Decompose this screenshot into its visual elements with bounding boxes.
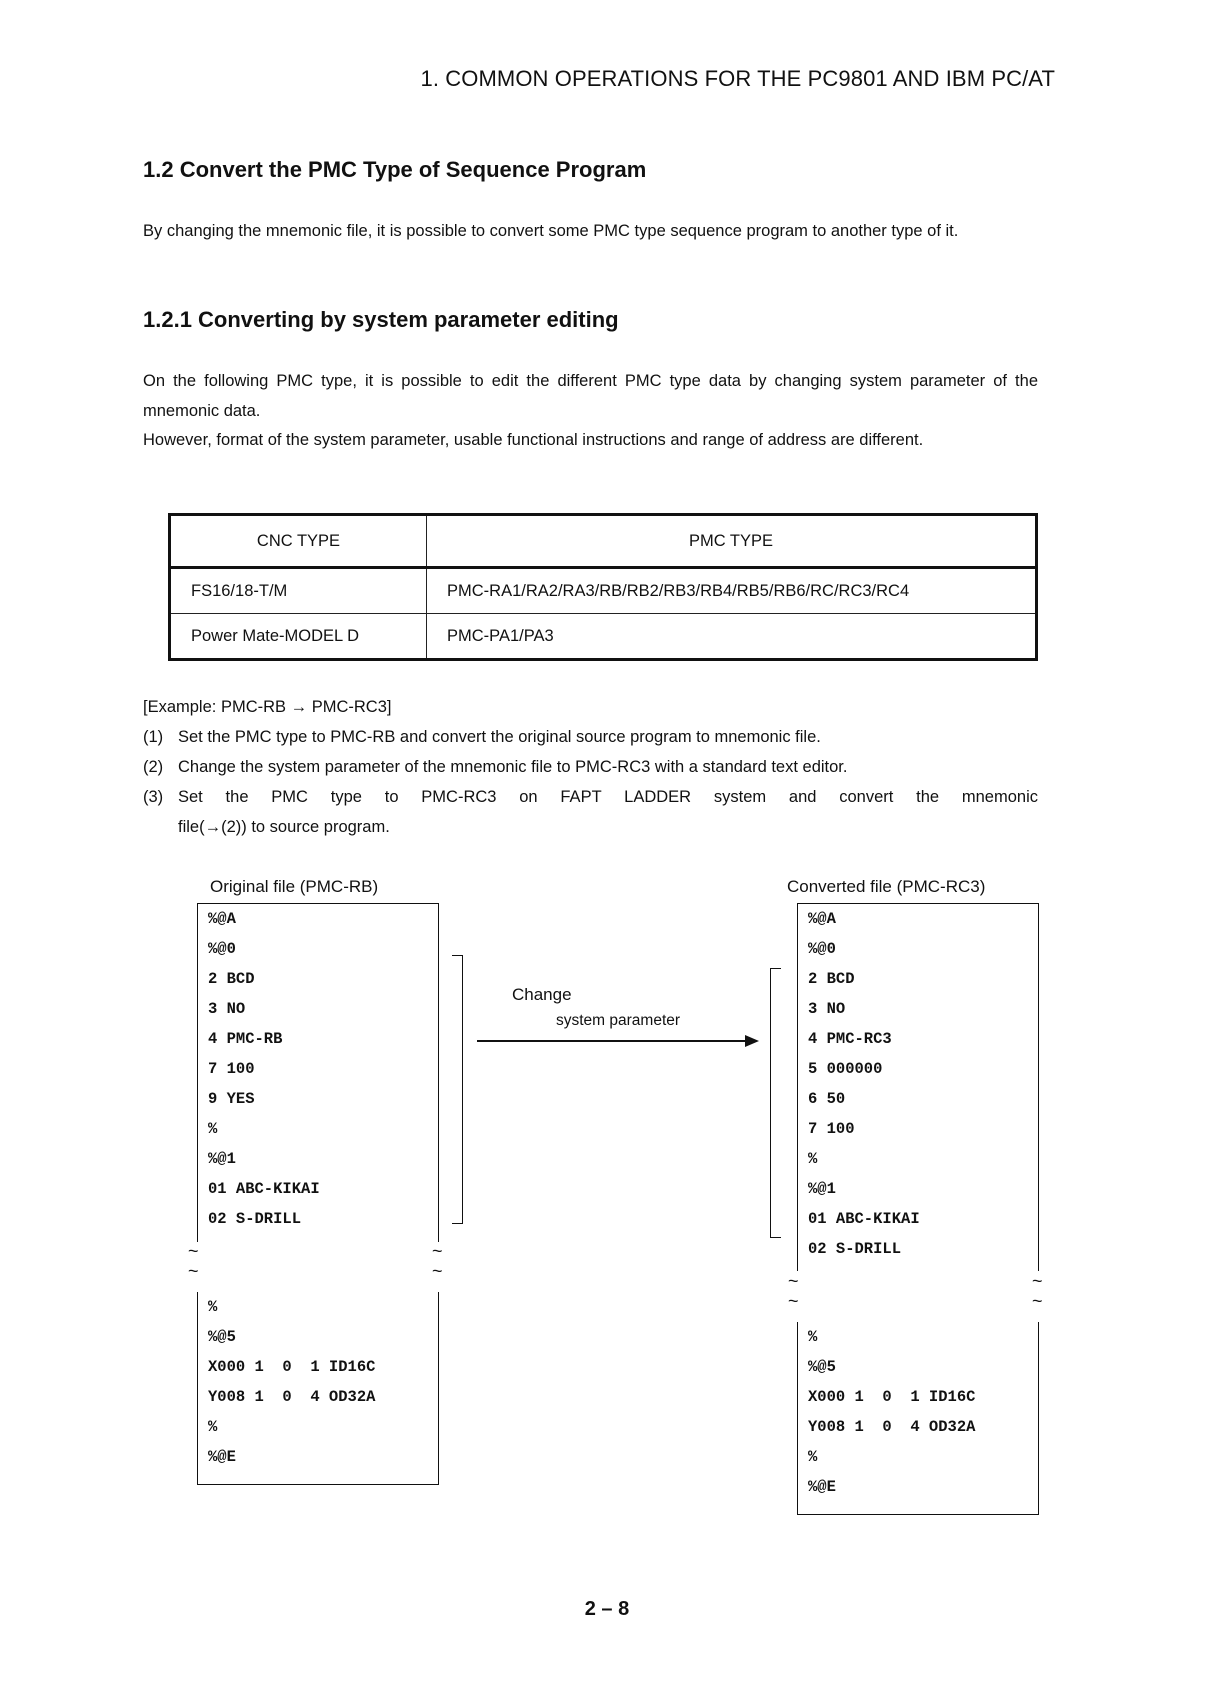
original-file-listing-top bbox=[197, 903, 439, 1242]
break-mark: ~ bbox=[1032, 1291, 1043, 1311]
code-line: 9 YES bbox=[208, 1090, 255, 1108]
original-file-title: Original file (PMC-RB) bbox=[210, 877, 379, 896]
example-step bbox=[143, 782, 1038, 812]
original-parameter-bracket bbox=[452, 955, 463, 1224]
break-mark: ~ bbox=[788, 1271, 799, 1291]
code-line: 7 100 bbox=[808, 1120, 855, 1138]
example-block bbox=[143, 692, 1038, 842]
code-line: 3 NO bbox=[808, 1000, 846, 1018]
cell-pmc-type: PMC-PA1/PA3 bbox=[427, 614, 1037, 660]
example-step bbox=[143, 752, 1038, 782]
arrow-right-icon bbox=[745, 1035, 759, 1047]
paragraph: On the following PMC type, it is possible to edit the different PMC type data by changing system parameter of the mnemonic data. bbox=[143, 372, 1038, 420]
running-header: 1. COMMON OPERATIONS FOR THE PC9801 AND IBM PC/AT bbox=[420, 66, 1055, 91]
code-line: 2 BCD bbox=[208, 970, 255, 988]
code-line: %@E bbox=[208, 1448, 236, 1466]
code-line: 02 S-DRILL bbox=[208, 1210, 302, 1228]
step-number: (3) bbox=[143, 788, 164, 806]
code-line: 5 000000 bbox=[808, 1060, 883, 1078]
section-intro bbox=[143, 217, 1038, 247]
step-number: (2) bbox=[143, 758, 164, 776]
intro-paragraph: By changing the mnemonic file, it is possible to convert some PMC type sequence program to another type of it. bbox=[143, 222, 959, 240]
section-title: 1.2 Convert the PMC Type of Sequence Program bbox=[143, 157, 647, 182]
code-line: %@5 bbox=[808, 1358, 836, 1376]
code-line: % bbox=[808, 1448, 818, 1466]
step-text: Set the PMC type to PMC-RB and convert the original source program to mnemonic file. bbox=[178, 728, 821, 746]
code-line: Y008 1 0 4 OD32A bbox=[208, 1388, 376, 1406]
break-mark: ~ bbox=[188, 1261, 199, 1281]
code-line: 2 BCD bbox=[808, 970, 855, 988]
code-line: 4 PMC-RC3 bbox=[808, 1030, 892, 1048]
code-line: Y008 1 0 4 OD32A bbox=[808, 1418, 976, 1436]
step-continuation: file(→(2)) to source program. bbox=[178, 818, 390, 836]
table-row bbox=[170, 568, 1037, 614]
subsection-body bbox=[143, 367, 1038, 456]
cell-cnc-type: Power Mate-MODEL D bbox=[170, 614, 427, 660]
break-mark: ~ bbox=[1032, 1271, 1043, 1291]
code-line: 01 ABC-KIKAI bbox=[808, 1210, 920, 1228]
break-mark: ~ bbox=[788, 1291, 799, 1311]
code-line: 6 50 bbox=[808, 1090, 846, 1108]
step-number: (1) bbox=[143, 728, 164, 746]
converted-file-listing-bottom bbox=[797, 1322, 1039, 1515]
column-header-cnc-type: CNC TYPE bbox=[170, 515, 427, 568]
code-line: %@0 bbox=[208, 940, 236, 958]
subsection-title: 1.2.1 Converting by system parameter editing bbox=[143, 307, 619, 332]
code-line: % bbox=[208, 1298, 218, 1316]
cell-pmc-type: PMC-RA1/RA2/RA3/RB/RB2/RB3/RB4/RB5/RB6/RC/RC3/RC4 bbox=[427, 568, 1037, 614]
example-title: [Example: PMC-RB → PMC-RC3] bbox=[143, 698, 392, 716]
column-header-pmc-type: PMC TYPE bbox=[427, 515, 1037, 568]
code-line: 3 NO bbox=[208, 1000, 246, 1018]
code-line: % bbox=[208, 1418, 218, 1436]
converted-file-listing-top bbox=[797, 903, 1039, 1271]
code-line: % bbox=[808, 1150, 818, 1168]
break-mark: ~ bbox=[188, 1241, 199, 1261]
converted-file-title: Converted file (PMC-RC3) bbox=[787, 877, 986, 896]
code-line: %@E bbox=[808, 1478, 836, 1496]
code-line: % bbox=[208, 1120, 218, 1138]
paragraph: However, format of the system parameter, usable functional instructions and range of address are different. bbox=[143, 431, 924, 449]
table-header-row bbox=[170, 515, 1037, 568]
code-line: X000 1 0 1 ID16C bbox=[808, 1388, 976, 1406]
converted-parameter-bracket bbox=[770, 968, 781, 1238]
code-line: % bbox=[808, 1328, 818, 1346]
original-file-listing-bottom bbox=[197, 1292, 439, 1485]
code-line: %@5 bbox=[208, 1328, 236, 1346]
cell-cnc-type: FS16/18-T/M bbox=[170, 568, 427, 614]
code-line: %@0 bbox=[808, 940, 836, 958]
code-line: %@A bbox=[808, 910, 836, 928]
arrow-label-change: Change bbox=[512, 985, 572, 1004]
code-line: 4 PMC-RB bbox=[208, 1030, 283, 1048]
example-step bbox=[143, 722, 1038, 752]
arrow-label-system-parameter: system parameter bbox=[556, 1012, 681, 1029]
break-mark: ~ bbox=[432, 1241, 443, 1261]
step-text: Set the PMC type to PMC-RC3 on FAPT LADDER system and convert the mnemonic bbox=[178, 788, 1038, 806]
code-line: X000 1 0 1 ID16C bbox=[208, 1358, 376, 1376]
step-text: Change the system parameter of the mnemonic file to PMC-RC3 with a standard text editor. bbox=[178, 758, 848, 776]
code-line: 02 S-DRILL bbox=[808, 1240, 902, 1258]
page-number: 2 – 8 bbox=[584, 1598, 630, 1620]
pmc-type-table bbox=[168, 513, 1038, 661]
code-line: %@1 bbox=[808, 1180, 836, 1198]
conversion-arrow-shaft bbox=[477, 1040, 747, 1042]
code-line: %@1 bbox=[208, 1150, 236, 1168]
code-line: 01 ABC-KIKAI bbox=[208, 1180, 320, 1198]
code-line: 7 100 bbox=[208, 1060, 255, 1078]
code-line: %@A bbox=[208, 910, 236, 928]
table-row bbox=[170, 614, 1037, 660]
break-mark: ~ bbox=[432, 1261, 443, 1281]
